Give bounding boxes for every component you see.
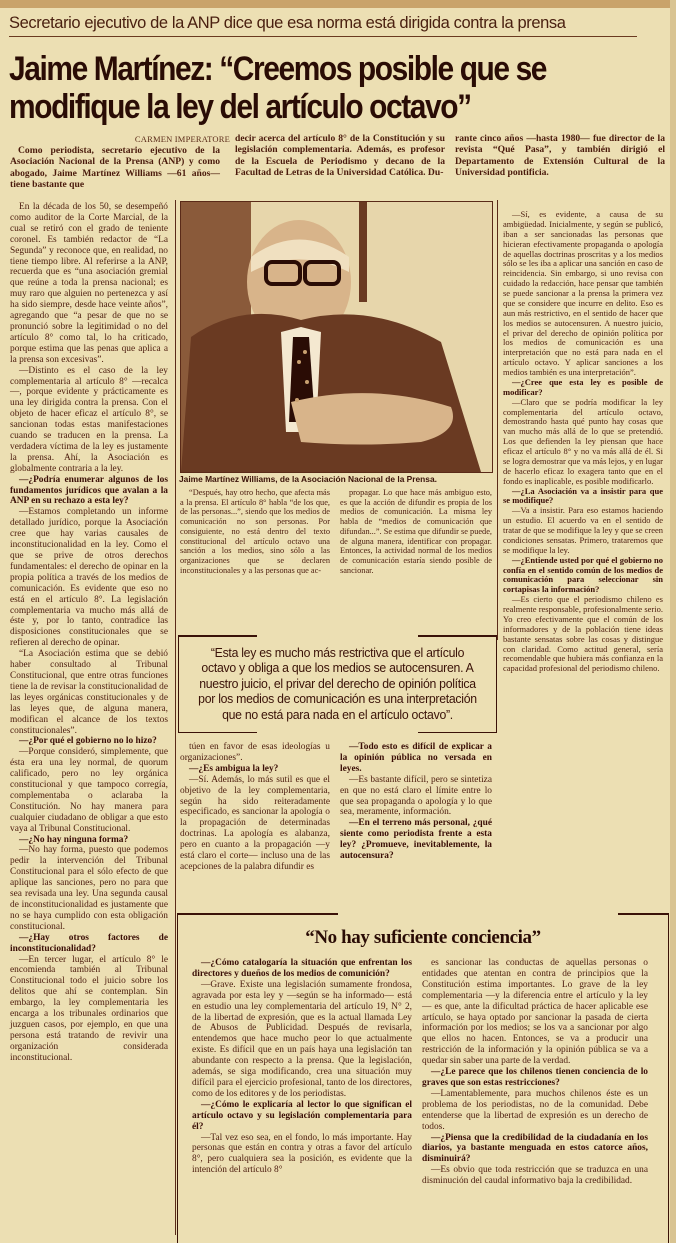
answer-paragraph: —Es cierto que el periodismo chileno es realmente responsable, profesionalmente serio. Yo creo efectivamente que el común de los informadores y de la población tiene ideas bastante sensatas sobre las cosas y distingue con claridad. Como actitud general, sería recomendable que hubiera más confianza en la capacidad profesional del periodismo chileno. xyxy=(503,594,663,674)
answer-paragraph: “Después, hay otro hecho, que afecta más a la prensa. El artículo 8° habla “de los que, de las personas...”, siendo que los medios de comunicación no son personas. Por consiguiente, no está dentro del texto constitucional del artículo octavo una sanción a los medios, sino sólo a las organizaciones que se declaren inconstitucionales y a las personas que ac- xyxy=(180,488,330,575)
column-3 xyxy=(503,210,663,674)
pull-quote xyxy=(178,635,497,733)
column-2d xyxy=(340,742,492,862)
sidebar-box xyxy=(177,913,669,1243)
question-paragraph: —¿Entiende usted por qué el gobierno no confía en el sentido común de los medios de comunicación para seleccionar sin cortapisas la información? xyxy=(503,554,663,595)
answer-paragraph: —Va a insistir. Para eso estamos haciendo un estudio. El acuerdo va en el sentido de tratar de que se modifique la ley y que se creen condiciones sensatas. Primero, trataremos que se modifique la ley. xyxy=(503,505,664,555)
lead-text: decir acerca del artículo 8° de la Constitución y su legislación complementaria. Además, es profesor de la Escuela de Periodismo y decano de la Facultad de Letras de la Universidad Católica. Du- xyxy=(235,133,445,179)
answer-paragraph: —Porque consideró, simplemente, que ésta era una ley normal, de quorum calificado, pero no ley orgánica constitucional y que tampoco corregía, complementaba o aclaraba la Constitución. No hay manera para cualquier ciudadano de obligar a que esto vaya al Tribunal Constitucional. xyxy=(10,747,168,834)
headline-line-1: Jaime Martínez: “Creemos posible que se xyxy=(9,50,547,88)
answer-paragraph: “La Asociación estima que se debió haber consultado al Tribunal Constitucional, que entre otras funciones tiene la de revisar la constitucionalidad de las leyes orgánicas constitucionales y de las leyes que, de alguna manera, modifican el alcance de los textos constitucionales”. xyxy=(10,649,168,736)
answer-paragraph: —En tercer lugar, el artículo 8° le encomienda también al Tribunal Constitucional todo el juicio sobre los delitos que ahí se contemplan. Sin embargo, la ley complementaria les encarga a los tribunales ordinarios que juzguen casos, por ejemplo, en que una persona está tratando de revivir una organización considerada inconstitucional. xyxy=(10,954,168,1063)
question-paragraph: —En el terreno más personal, ¿qué siente como periodista frente a esta ley? ¿Promueve, inevitablemente, la autocensura? xyxy=(340,818,492,862)
headline xyxy=(9,50,590,126)
column-2a xyxy=(180,488,330,575)
answer-paragraph: —Estamos completando un informe detallado jurídico, porque la Asociación cree que hay varias causales de inconstitucionalidad en la ley. Como el que se prive de otros derechos fundamentales: el derecho de opinar en la propia política a través de los medios de comunicación. Es evidente que eso no está en el artículo 8°. La legislación complementaria va mucho más allá de éste y, por lo tanto, contradice las disposiciones constitucionales que se refieren al derecho de opinar. xyxy=(10,507,168,649)
kicker: Secretario ejecutivo de la ANP dice que esa norma está dirigida contra la prensa xyxy=(9,14,637,37)
answer-paragraph: —Grave. Existe una legislación sumamente frondosa, agravada por esta ley y —según se ha informado— está en estudio una ley complementaria del artículo 19, N° 2, de la libertad de expresión, que es la actual llamada Ley de Abusos de Publicidad. Después de revisarla, entendemos que hace mucho peor lo que actualmente existe. Es difícil que en un país haya una legislación tan abundante con respecto a la prensa. Que la legislación, además, se siga modificando, crea una situación muy difícil para el ejercicio profesional, tanto de los directores, como de los editores y de los periodistas. xyxy=(192,979,412,1099)
answer-paragraph: —Sí. Además, lo más sutil es que el objetivo de la ley complementaria, según ha sido reiteradamente especificado, es sancionar la apología o la propagación de determinadas doctrinas. La apología es alabanza, pero en cuanto a la propagación —y está claro el corte— incluso una de las acepciones de la palabra difundir es xyxy=(180,774,330,872)
question-paragraph: —¿Piensa que la credibilidad de la ciudadanía en los diarios, ya bastante menguada en estos catorce años, disminuirá? xyxy=(422,1132,648,1165)
portrait-photo xyxy=(180,201,493,473)
question-paragraph: —¿Es ambigua la ley? xyxy=(189,763,279,774)
lead-text: Como periodista, secretario ejecutivo de la Asociación Nacional de la Prensa (ANP) y como abogado, Jaime Martínez Williams —61 años— tiene bastante que xyxy=(10,145,220,191)
answer-paragraph: —Distinto es el caso de la ley complementaria al artículo 8° —recalca—, porque evidente y prácticamente es una ley dirigida contra la prensa. Con el objeto de hacer eficaz el artículo 8°, se sancionan todas estas manifestaciones cuando se traducen en la prensa. La verdadera víctima de la ley es justamente la prensa. Ahí, la Asociación es globalmente contraria a la ley. xyxy=(10,365,168,474)
sidebar-column-right xyxy=(422,958,648,1187)
question-paragraph: —¿No hay ninguna forma? xyxy=(19,834,129,845)
question-paragraph: —¿Hay otros factores de inconstitucionalidad? xyxy=(10,932,168,954)
column-divider xyxy=(497,200,498,640)
lead-paragraph-1 xyxy=(10,145,220,191)
lead-paragraph-3 xyxy=(455,133,665,179)
lead-paragraph-2 xyxy=(235,133,445,179)
answer-paragraph: túen en favor de esas ideologías u organizaciones”. xyxy=(180,742,330,763)
answer-paragraph: —Sí, es evidente, a causa de su ambigüedad. Inicialmente, y según se publicó, iban a ser sancionadas las personas que hicieran efectivamente propaganda o apología de aquellas doctrinas proscritas y a los medios sólo se les iba a aplicar una sanción en caso de reincidencia. Sin embargo, si uno revisa con cuidado la redacción, hace pensar que también se puede sancionar a la prensa la primera vez que se considere que incurre en delito. Eso es aun más restrictivo, en el sentido de hacer que los medios se autocensuren. A nuestro juicio, el privar del derecho de opinión política por los medios de comunicación es una interpretación que no está para nada en el artículo octavo. Y aplicar sanciones a los medios también es una interpretación”. xyxy=(503,209,663,377)
column-1 xyxy=(10,202,168,1064)
sidebar-column-left xyxy=(192,958,412,1176)
question-paragraph: —¿La Asociación va a insistir para que se modifique? xyxy=(503,485,663,506)
question-paragraph: —¿Le parece que los chilenos tienen conciencia de lo graves que son estas restricciones? xyxy=(422,1067,648,1088)
pull-quote-text: “Esta ley es mucho más restrictiva que el artículo octavo y obliga a que los medios se autocensuren. A nuestro juicio, el privar del derecho de opinión política por los medios de comunicación es una interpretación que no está para nada en el artículo octavo”. xyxy=(198,645,477,722)
question-paragraph: —¿Podría enumerar algunos de los fundamentos jurídicos que avalan a la ANP en su rechazo a esta ley? xyxy=(10,474,168,507)
question-paragraph: —¿Cómo le explicaría al lector lo que significan el artículo octavo y su legislación complementaria para él? xyxy=(192,1099,412,1132)
answer-paragraph: propagar. Lo que hace más ambiguo esto, es que la acción de difundir es propia de los medios de comunicación. La misma ley habla de “medios de comunicación que difundan...”. Se estima que difundir se puede, de alguna manera, identificar con propagar. Entonces, la actividad normal de los medios de comunicación estaría siendo posible de sancionar. xyxy=(340,488,492,575)
answer-paragraph: —Lamentablemente, para muchos chilenos éste es un problema de los periodistas, no de la comunidad. Debe entenderse que la libertad de expresión es un derecho de todos. xyxy=(422,1088,648,1132)
photo-caption: Jaime Martínez Williams, de la Asociación Nacional de la Prensa. xyxy=(179,474,437,484)
top-edge xyxy=(0,0,676,8)
answer-paragraph: —Claro que se podría modificar la ley complementaria del artículo octavo, demostrando hasta qué punto hay cosas que van mucho más allá de lo que se pretendió. Los que defienden la ley piensan que hace eficaz el artículo 8° y no va más allá de él. Si se logra demostrar que va más lejos, y en lugar de hacerlo eficaz lo exagera tanto que en el fondo es inaplicable, es posible modificarlo. xyxy=(503,396,663,486)
answer-paragraph: —No hay forma, puesto que podemos pedir la intervención del Tribunal Constitucional para el sólo efecto de que aplique las sanciones, pero no para que sea revisada una ley. Una segunda causal de inconstitucionalidad es justamente que no se haya cumplido con esta obligación constitucional. xyxy=(10,845,168,932)
byline: CARMEN IMPERATORE xyxy=(134,134,230,144)
answer-paragraph: es sancionar las conductas de aquellas personas o entidades que atentan en contra de principios que la Constitución estima importantes. Lo grave de la ley complementaria —y la diferencia entre el artículo y la ley— es que, ante la dificultad práctica de hacer aplicable ese artículo, se haya optado por sancionar la pasada de cierta información por los medios; se los va a sancionar por algo que ellos no hacen. Entonces, se va a producir una restricción de la información y la opinión pública se va a quedar sin saber una parte de la verdad. xyxy=(422,958,648,1067)
answer-paragraph: —Tal vez eso sea, en el fondo, lo más importante. Hay personas que están en contra y otras a favor del artículo 8°, pero cualquiera sea la posición, es evidente que la intención del artículo 8° xyxy=(192,1132,412,1176)
question-paragraph: —¿Cómo catalogaría la situación que enfrentan los directores y dueños de los medios de comunición? xyxy=(192,958,412,979)
answer-paragraph: —Es bastante difícil, pero se sintetiza en que no está claro el límite entre lo que sea propaganda o apología y lo que sea, meramente, información. xyxy=(340,774,492,818)
sidebar-title: “No hay suficiente conciencia” xyxy=(305,927,541,948)
column-divider xyxy=(175,200,176,1235)
column-2b xyxy=(340,488,492,575)
headline-line-2: modifique la ley del artículo octavo” xyxy=(9,88,471,126)
answer-paragraph: En la década de los 50, se desempeñó como auditor de la Corte Marcial, de la cual se retiró con el grado de teniente coronel. Es también redactor de “La Segunda” y reconoce que, en realidad, no tiene tiempo libre. Al referirse a la ANP, recuerda que es “una asociación gremial que reúne a toda la prensa nacional; es muy raro que alguien no pertenezca y así ha sido siempre, desde hace veinte años”, agregando que “a pesar de que no se pronunció sobre la legitimidad o no del artículo 8° como tal, lo ha criticado, porque estima que las penas que aplica a la prensa son excesivas”. xyxy=(10,202,168,365)
right-edge xyxy=(670,0,676,1243)
column-2c xyxy=(180,742,330,873)
question-paragraph: —Todo esto es difícil de explicar a la opinión pública no versada en leyes. xyxy=(340,742,492,774)
question-paragraph: —¿Cree que esta ley es posible de modificar? xyxy=(503,376,663,397)
question-paragraph: —¿Por qué el gobierno no lo hizo? xyxy=(19,736,157,747)
portrait-image xyxy=(181,202,492,472)
lead-text: rante cinco años —hasta 1980— fue director de la revista “Qué Pasa”, y también dirigió el Departamento de Extensión Cultural de la Universidad pontificia. xyxy=(455,133,665,179)
answer-paragraph: —Es obvio que toda restricción que se traduzca en una disminución del caudal informativo baja la credibilidad. xyxy=(422,1165,648,1187)
